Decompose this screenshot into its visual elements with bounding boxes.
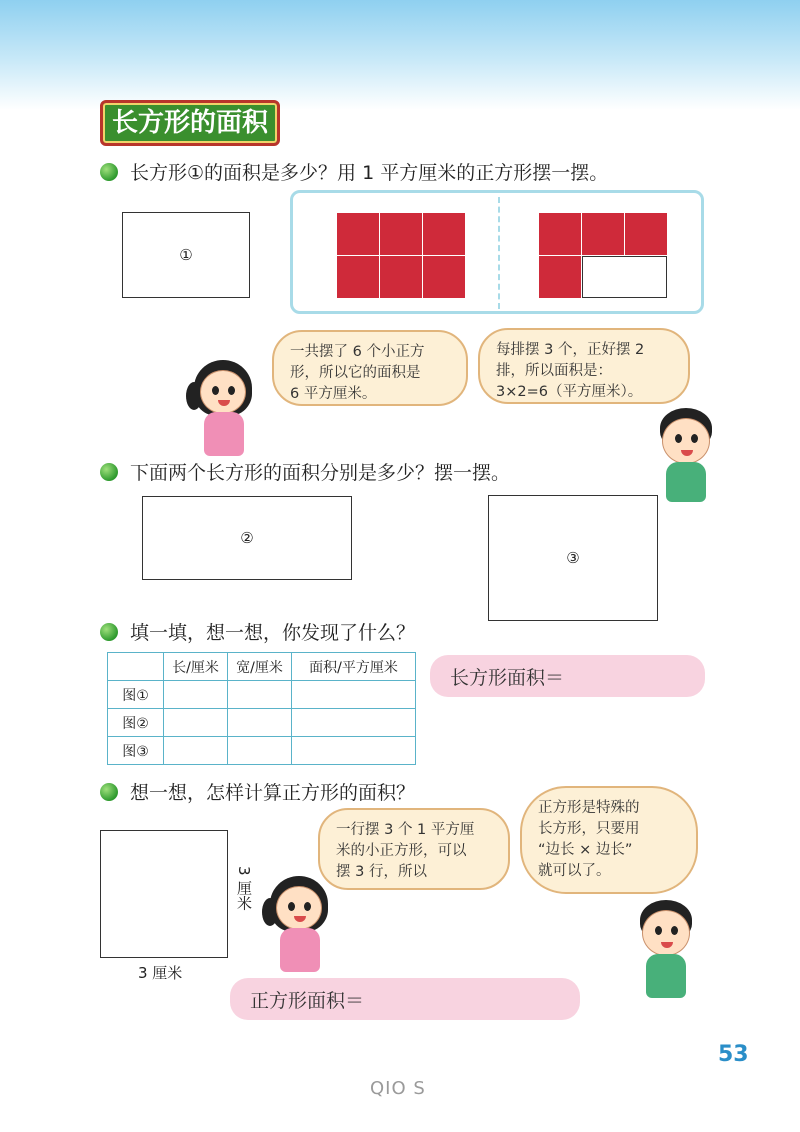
table-row-label: 图① (108, 681, 164, 709)
section-title: 长方形的面积 (100, 100, 280, 146)
table-cell[interactable] (228, 737, 292, 765)
question-4-text: 想一想，怎样计算正方形的面积？ (130, 782, 416, 804)
bubble-line: 每排摆 3 个，正好摆 2 (496, 342, 645, 358)
square-area-formula[interactable] (230, 978, 580, 1020)
rectangle-area-formula[interactable] (430, 655, 705, 697)
bubble-line: 就可以了。 (538, 863, 611, 879)
rectangle-3-label: ③ (566, 549, 580, 567)
bubble-line: “边长 × 边长” (538, 842, 633, 858)
boy-illustration (628, 900, 708, 1000)
tile-square (423, 256, 465, 298)
rectangle-3 (488, 495, 658, 621)
question-3 (100, 618, 415, 645)
square-side-right-label: 3 厘米 (235, 866, 253, 911)
girl-illustration (186, 360, 266, 460)
tile-square (539, 213, 581, 255)
bubble-line: 一行摆 3 个 1 平方厘 (336, 822, 475, 838)
tile-square (539, 256, 581, 298)
bubble-line: 形，所以它的面积是 (290, 365, 421, 381)
square-shape (100, 830, 228, 958)
rectangle-2 (142, 496, 352, 580)
tile-square (337, 213, 379, 255)
speech-bubble-girl-2 (318, 808, 510, 890)
speech-bubble-boy-2 (520, 786, 698, 894)
table-header-cell: 面积/平方厘米 (292, 653, 416, 681)
tile-square (625, 213, 667, 255)
table-header-cell: 宽/厘米 (228, 653, 292, 681)
boy-illustration (648, 408, 728, 504)
table-cell[interactable] (292, 737, 416, 765)
table-cell[interactable] (164, 737, 228, 765)
square-side-bottom-label: 3 厘米 (138, 964, 183, 982)
green-bullet-icon (100, 623, 118, 641)
bubble-line: 一共摆了 6 个小正方 (290, 344, 425, 360)
tile-square (380, 213, 422, 255)
bubble-line: 排，所以面积是： (496, 363, 612, 379)
question-1-text: 长方形①的面积是多少？用 1 平方厘米的正方形摆一摆。 (130, 162, 609, 184)
tile-square (582, 213, 624, 255)
table-row-label: 图② (108, 709, 164, 737)
tile-square (380, 256, 422, 298)
tiling-panel (290, 190, 704, 314)
table-cell[interactable] (292, 681, 416, 709)
bubble-line: 米的小正方形，可以 (336, 843, 467, 859)
rectangle-area-formula-text: 长方形面积＝ (450, 666, 565, 689)
bubble-line: 正方形是特殊的 (538, 800, 640, 816)
tile-square (423, 213, 465, 255)
rectangle-2-label: ② (240, 529, 254, 547)
tile-grid-partial (539, 213, 667, 298)
bubble-line: 摆 3 行，所以 (336, 864, 427, 880)
green-bullet-icon (100, 163, 118, 181)
fill-in-table (107, 652, 416, 765)
dashed-divider (498, 197, 500, 309)
table-header-cell: 长/厘米 (164, 653, 228, 681)
rectangle-1 (122, 212, 250, 298)
table-row (108, 737, 416, 765)
speech-bubble-girl-1 (272, 330, 468, 406)
table-cell[interactable] (228, 709, 292, 737)
page-number: 53 (718, 1042, 749, 1067)
table-cell[interactable] (164, 681, 228, 709)
table-header-row (108, 653, 416, 681)
tile-empty-area (582, 256, 667, 298)
green-bullet-icon (100, 463, 118, 481)
table-cell[interactable] (228, 681, 292, 709)
green-bullet-icon (100, 783, 118, 801)
question-2-text: 下面两个长方形的面积分别是多少？摆一摆。 (130, 462, 511, 484)
square-area-formula-text: 正方形面积＝ (250, 989, 365, 1012)
tile-grid-full (337, 213, 465, 298)
watermark: QIO S (370, 1078, 426, 1099)
rectangle-1-label: ① (179, 246, 193, 264)
table-header-cell (108, 653, 164, 681)
table-cell[interactable] (164, 709, 228, 737)
question-4 (100, 778, 415, 805)
table-row (108, 709, 416, 737)
girl-illustration (262, 876, 342, 976)
table-row (108, 681, 416, 709)
question-3-text: 填一填，想一想，你发现了什么？ (130, 622, 416, 644)
bubble-line: 6 平方厘米。 (290, 386, 377, 402)
table-cell[interactable] (292, 709, 416, 737)
bubble-line: 长方形，只要用 (538, 821, 640, 837)
table-row-label: 图③ (108, 737, 164, 765)
tile-square (337, 256, 379, 298)
bubble-line: 3×2=6（平方厘米）。 (496, 384, 643, 400)
question-2 (100, 458, 510, 485)
question-1 (100, 158, 608, 185)
speech-bubble-boy-1 (478, 328, 690, 404)
page-header-band (0, 0, 800, 110)
